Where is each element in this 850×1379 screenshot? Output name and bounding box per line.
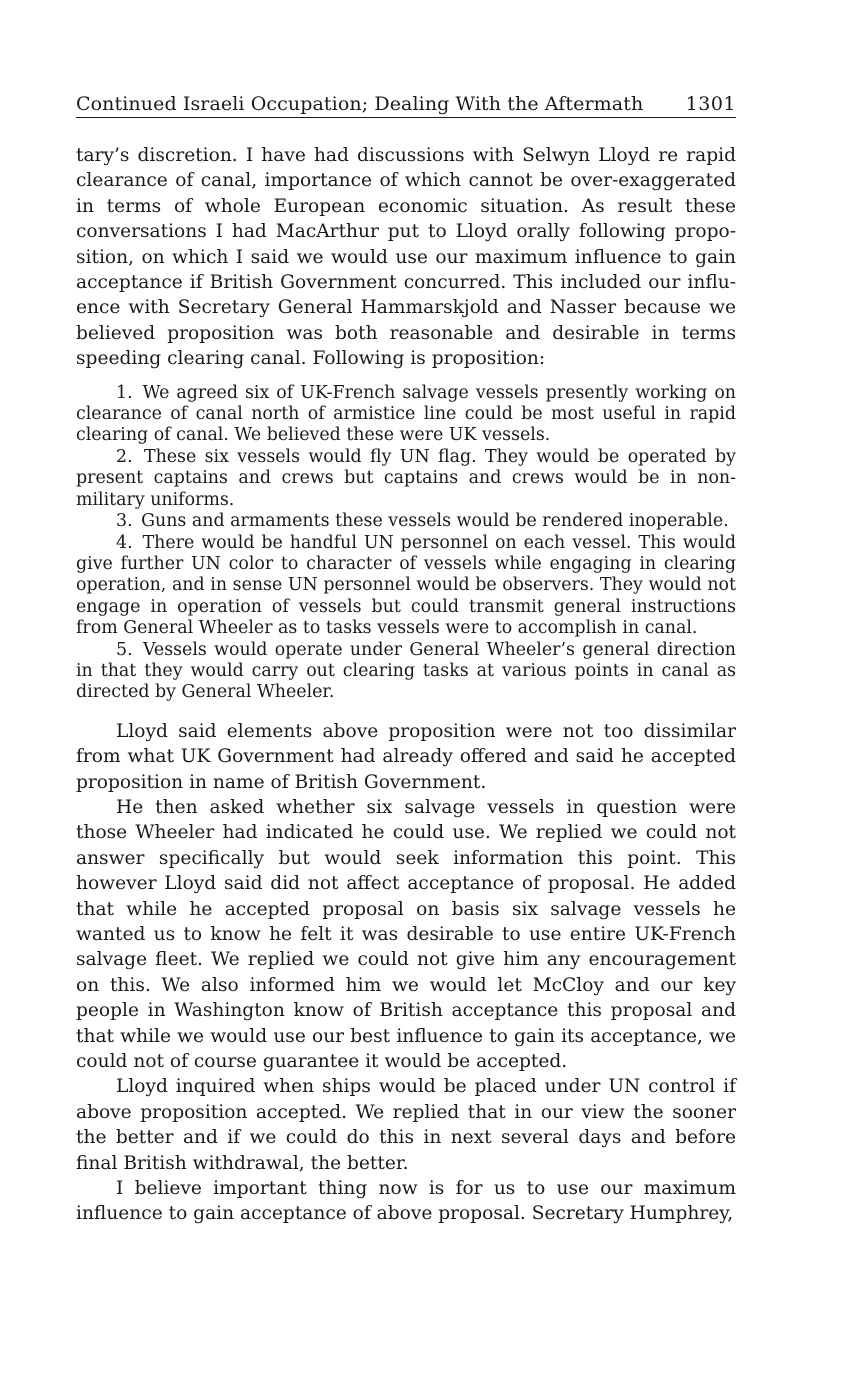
proposition-item: [76, 383, 736, 447]
proposition-list: [76, 383, 736, 704]
proposition-item: [76, 511, 736, 532]
page-number: 1301: [685, 93, 736, 115]
body-paragraph: Lloyd said elements above proposition were not too dissimilar from what UK Government had already offered and said he accepted proposition in name of British Government.: [76, 720, 736, 793]
document-page: [76, 92, 736, 1227]
proposition-item: [76, 533, 736, 640]
item-text: Guns and armaments these vessels would be rendered inoperable.: [141, 511, 729, 532]
item-number: 1.: [116, 382, 133, 403]
proposition-item: [76, 640, 736, 704]
item-number: 2.: [116, 446, 133, 467]
proposition-item: [76, 447, 736, 511]
item-number: 4.: [116, 532, 133, 553]
body-paragraph: He then asked whether six salvage vessels in question were those Wheeler had indicated he could use. We replied we could not answer specifically but would seek information this point. This however Lloyd said did not affect acceptance of proposal. He added that while he accepted proposal on basis six salvage vessels he wanted us to know he felt it was desirable to use entire UK-French salvage fleet. We replied we could not give him any encouragement on this. We also informed him we would let McCloy and our key people in Washington know of British acceptance this proposal and that while we would use our best influence to gain its acceptance, we could not of course guarantee it would be accepted.: [76, 796, 736, 1073]
item-number: 3.: [116, 511, 133, 532]
item-text: We agreed six of UK-French salvage vessels presently working on clearance of canal north of armistice line could be most useful in rapid clearing of canal. We believed these were UK vessels.: [76, 382, 736, 446]
item-text: These six vessels would fly UN flag. They would be operated by present captains and crews but captains and crews would be in non-military uniforms.: [76, 446, 737, 510]
body-paragraph: I believe important thing now is for us to use our maximum influence to gain acceptance of above proposal. Secretary Humphrey,: [76, 1178, 736, 1225]
running-title: Continued Israeli Occupation; Dealing With the Aftermath: [76, 93, 644, 115]
body-paragraph: Lloyd inquired when ships would be placed under UN control if above proposition accepted. We replied that in our view the sooner the better and if we could do this in next several days and before final British withdrawal, the better.: [76, 1076, 736, 1174]
item-text: There would be handful UN personnel on each vessel. This would give further UN color to character of vessels while engaging in clearing operation, and in sense UN personnel would be observers. They would not engage in operation of vessels but could transmit general instructions from General Wheeler as to tasks vessels were to accomplish in canal.: [76, 532, 737, 639]
running-header: [76, 92, 736, 118]
item-text: Vessels would operate under General Wheeler’s general direction in that they would carry out clearing tasks at various points in canal as directed by General Wheeler.: [76, 639, 737, 703]
item-number: 5.: [116, 639, 133, 660]
opening-paragraph: tary’s discretion. I have had discussions with Selwyn Lloyd re rapid clearance of canal, importance of which cannot be over-exaggerated in terms of whole European economic situation. As result these conversations I had MacArthur put to Lloyd orally following proposition, on which I said we would use our maximum influence to gain acceptance if British Government concurred. This included our influence with Secretary General Hammarskjold and Nasser because we believed proposition was both reasonable and desirable in terms speeding clearing canal. Following is proposition:: [76, 145, 736, 370]
